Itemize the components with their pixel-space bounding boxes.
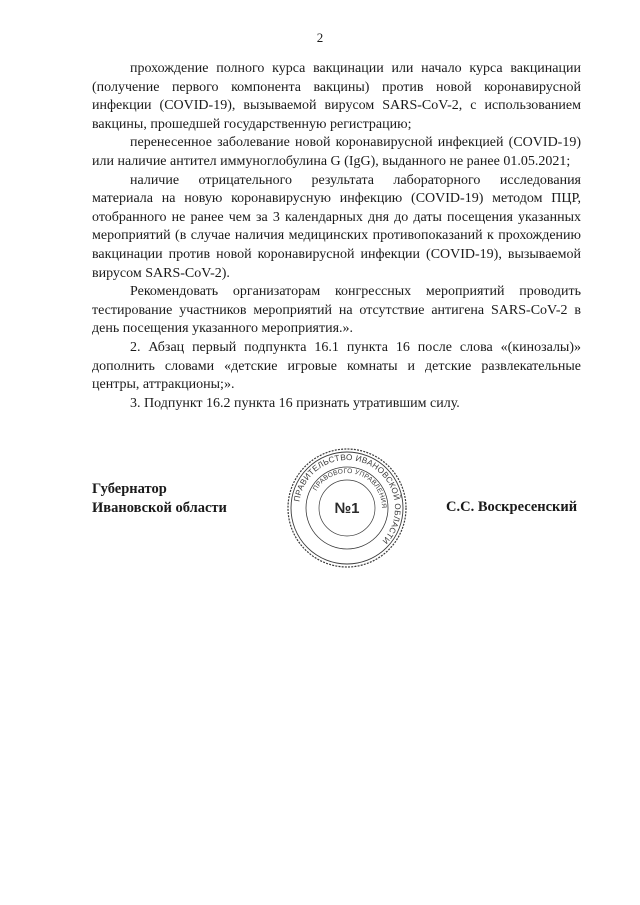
official-seal	[286, 447, 408, 569]
paragraph-pcr-test: наличие отрицательного результата лабораторного исследования материала на новую коронавирусную инфекцию (COVID-19) методом ПЦР, отобранного не ранее чем за 3 календарных дня до даты посещения указанных мероприятий (в случае наличия медицинских противопоказаний к прохождению вакцинации против новой коронавирусной инфекции (COVID-19), вызываемой вирусом SARS-CoV-2).	[92, 172, 581, 281]
seal-number: №1	[334, 500, 360, 517]
seal-inner-text: ПРАВОВОГО УПРАВЛЕНИЯ	[312, 467, 388, 509]
paragraph-recommendation: Рекомендовать организаторам конгрессных мероприятий проводить тестирование участников мероприятий на отсутствие антигена SARS-CoV-2 в день посещения указанного мероприятия.».	[92, 284, 581, 337]
seal-stamp-icon	[286, 447, 408, 569]
seal-ring-text: ПРАВИТЕЛЬСТВО ИВАНОВСКОЙ ОБЛАСТИ	[292, 452, 403, 546]
paragraph-recovered: перенесенное заболевание новой коронавирусной инфекцией (COVID-19) или наличие антител иммуноглобулина G (IgG), выданного не ранее 01.05.2021;	[92, 135, 581, 169]
page-number: 2	[316, 30, 324, 45]
signatory-position	[92, 480, 227, 518]
paragraph-item-2: 2. Абзац первый подпункта 16.1 пункта 16 после слова «(кинозалы)» дополнить словами «детские игровые комнаты и детские развлекательные центры, аттракционы;».	[92, 339, 581, 393]
signatory-title: Губернатор	[92, 481, 167, 497]
signatory-region: Ивановской области	[92, 500, 227, 516]
paragraph-vaccination: прохождение полного курса вакцинации или начало курса вакцинации (получение первого компонента вакцины) против новой коронавирусной инфекции (COVID-19), вызываемой вирусом SARS-CoV-2, с использованием вакцины, прошедшей государственную регистрацию;	[92, 61, 581, 132]
paragraph-item-3: 3. Подпункт 16.2 пункта 16 признать утратившим силу.	[130, 395, 460, 411]
signatory-name: С.С. Воскресенский	[446, 499, 578, 515]
document-body	[92, 60, 581, 413]
